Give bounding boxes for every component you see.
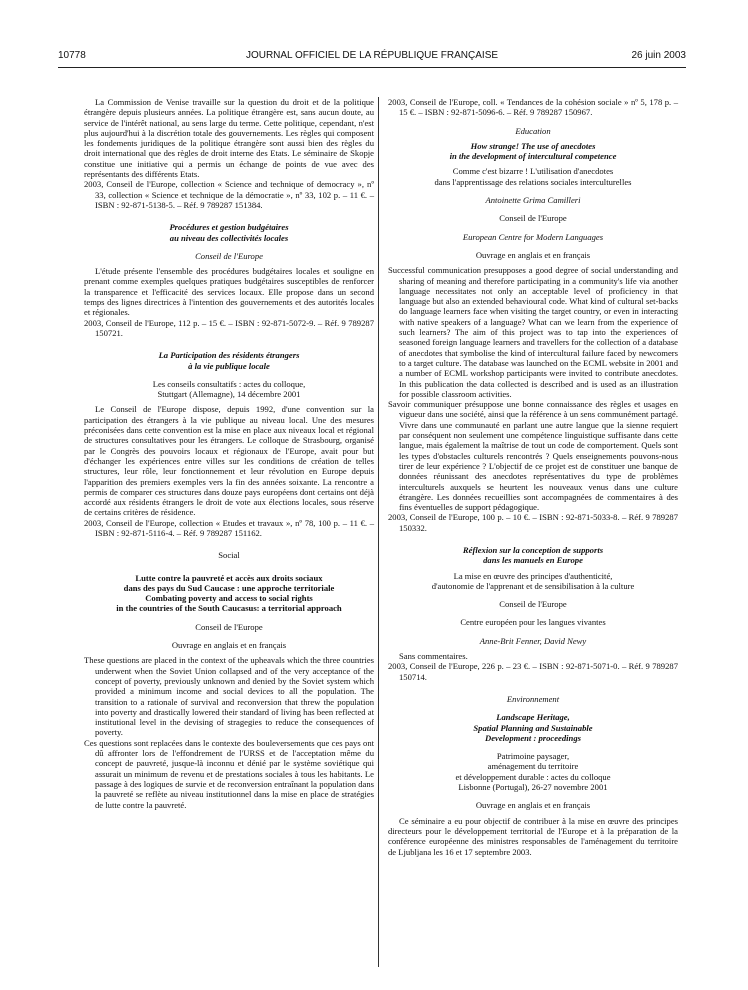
supports-reference: 2003, Conseil de l'Europe, 226 p. – 23 €. – ISBN : 92-871-5071-0. – Réf. 9 789287 150714. [388,661,678,682]
anecdotes-author: Antoinette Grima Camilleri [485,195,581,206]
supports-title: Réflexion sur la conception de supports dans les manuels en Europe [462,544,604,566]
poverty-body-english: These questions are placed in the context of the upheavals which the three countries underwent when the Soviet Union collapsed and of the very acceptance of the concept of poverty, previously unknown and denied by the Soviet system which provided a minimum income and social devices to all the population. The transition to a rationale of survival and reconversion that threw the population into poverty and drastically lowered their standard of living has been reflected at institutional level in the devising of stragegies to reduce the consequences of poverty. [84,655,374,738]
participation-body: Le Conseil de l'Europe dispose, depuis 1992, d'une convention sur la participation des étrangers à la vie publique au niveau local. Une des mesures préconisées dans cette convention est la mise en place aux niveaux local et régional de structures consultatives pour les étrangers. Le colloque de Strasbourg, organisé par le Congrès des pouvoirs locaux et régionaux de l'Europe, avait pour but d'échanger les expériences entre villes sur les conditions de création de telles structures, leur rôle, leur fonctionnement et leur révolution en Europe depuis l'apparition des premiers exemples vers la fin des années soixante. La rencontre a permis de comparer ces structures dans douze pays européens dont certains ont déjà accordé aux résidents étrangers le droit de vote aux élections locales, sous réserve de certains critères de résidence. [84,404,374,518]
landscape-body: Ce séminaire a eu pour objectif de contribuer à la mise en œuvre des principes directeurs pour le développement territorial de l'Europe et à la préparation de la conférence européenne des ministres responsables de l'aménagement du territoire de Ljubljana les 16 et 17 septembre 2003. [388,815,678,857]
participation-title: La Participation des résidents étrangers à la vie publique locale [158,350,300,371]
supports-centre: Centre européen pour les langues vivantes [460,617,606,628]
anecdotes-subtitle: Comme c'est bizarre ! L'utilisation d'anecdotes dans l'apprentissage des relations sociales interculturelles [434,166,632,187]
budget-title: Procédures et gestion budgétaires au niveau des collectivités locales [169,222,289,243]
poverty-languages: Ouvrage en anglais et en français [171,640,287,651]
page-header [58,50,686,66]
cohesion-reference: 2003, Conseil de l'Europe, coll. « Tendances de la cohésion sociale » nº 5, 178 p. – 15 €. – ISBN : 92-871-5096-6. – Réf. 9 789287 150967. [388,97,678,118]
poverty-author: Conseil de l'Europe [195,621,263,632]
anecdotes-body-english: Successful communication presupposes a good degree of social understanding and sharing of meaning and therefore participating in a community's life via another language necessitates not only an acceptable level of proficiency in that language but also an extended behavioural code. What kind of cultural set-backs do language learners face when visiting the target country, or even in interacting with native speakers of a language? What can we learn from the experience of such learners? The aim of this project was to tap into the experiences of seasoned foreign language learners and travellers for the collection of a database of anecdotes that symbolise the kind of intercultural failure faced by newcomers to a target culture. The database was launched on the ECML website in 2001 and a number of ECML workshop participants were invited to contribute anecdotes. In this publication the data collected is described and is used as an illustration for possible classroom activities. [388,265,678,399]
anecdotes-title: How strange! The use of anecdotes in the development of intercultural competence [449,140,617,162]
venice-commission-reference: 2003, Conseil de l'Europe, collection « Science and technique of democracy », nº 33, collection « Science et technique de la démocratie », nº 33, 102 p. – 11 €. – ISBN : 92-871-5138-5. – Réf. 9 789287 151384. [84,179,374,210]
issue-date: 26 juin 2003 [631,50,686,61]
budget-reference: 2003, Conseil de l'Europe, 112 p. – 15 €. – ISBN : 92-871-5072-9. – Réf. 9 789287 150721. [84,317,374,338]
right-column [388,97,678,857]
budget-author: Conseil de l'Europe [195,250,263,261]
participation-reference: 2003, Conseil de l'Europe, collection « Etudes et travaux », nº 78, 100 p. – 11 €. – ISBN : 92-871-5116-4. – Réf. 9 789287 151162. [84,517,374,538]
supports-subtitle: La mise en œuvre des principes d'authenticité, d'autonomie de l'apprenant et de sensibilisation à la culture [431,570,635,591]
budget-body: L'étude présente l'ensemble des procédures budgétaires locales et souligne en prenant comme exemples quelques pratiques budgétaires susceptibles de renforcer la transparence et l'efficacité des services locaux. Elle propose dans un second temps des lignes directrices à l'intention des gouvernements et des autorités locales et régionales. [84,266,374,318]
column-divider [378,97,379,967]
journal-title: JOURNAL OFFICIEL DE LA RÉPUBLIQUE FRANÇAISE [245,50,499,61]
left-column [84,97,374,810]
anecdotes-reference: 2003, Conseil de l'Europe, 100 p. – 10 €. – ISBN : 92-871-5033-8. – Réf. 9 789287 150332. [388,512,678,533]
anecdotes-centre: European Centre for Modern Languages [462,231,604,242]
anecdotes-publisher: Conseil de l'Europe [499,213,567,224]
anecdotes-body-french: Savoir communiquer présuppose une bonne connaissance des règles et usages en vigueur dans une société, ainsi que la référence à un sens communément partagé. Vivre dans une communauté en parlant une autre langue que la sienne requiert par conséquent non seulement une compétence linguistique suffisante dans cette langue, mais également la maîtrise de tout un code de comportement. Quels sont les types d'obstacles culturels rencontrés ? Quels enseignements pouvons-nous tirer de leur expérience ? L'objectif de ce projet est de constituer une banque de données réunissant des anecdotes représentatives du type de problèmes interculturels auxquels se heurtent les nouveaux venus dans une culture étrangère. Les données recueillies sont accompagnées de commentaires à des fins éventuelles de support pédagogique. [388,399,678,513]
supports-publisher: Conseil de l'Europe [499,599,567,610]
section-social: Social [218,550,240,561]
section-education: Education [515,125,551,136]
poverty-body-french: Ces questions sont replacées dans le contexte des bouleversements que ces pays ont dû affronter lors de l'effondrement de l'URSS et de l'acceptation même du concept de pauvreté, jusque-là inconnu et dénié par le système soviétique qui assurait un minimum de revenu et de prestations sociales à tous les habitants. Le passage à des logiques de survie et de reconversion entraînant la population dans la pauvreté se reflète au niveau institutionnel dans la mise en place de stratégies de lutte contre la pauvreté. [84,737,374,810]
landscape-languages: Ouvrage en anglais et en français [475,800,591,811]
anecdotes-languages: Ouvrage en anglais et en français [475,249,591,260]
participation-subtitle: Les conseils consultatifs : actes du colloque, Stuttgart (Allemagne), 14 décembre 2001 [152,378,306,400]
header-rule [58,67,686,68]
section-environment: Environnement [506,693,560,704]
supports-note: Sans commentaires. [399,651,468,662]
landscape-subtitle: Patrimoine paysager, aménagement du territoire et développement durable : actes du colloque Lisbonne (Portugal), 26-27 novembre 2001 [455,751,611,793]
poverty-title: Lutte contre la pauvreté et accès aux droits sociaux dans des pays du Sud Caucase : une approche territoriale Combating poverty and access to social rights in the countries of the South Caucasus: a territorial approach [116,572,342,614]
venice-commission-paragraph: La Commission de Venise travaille sur la question du droit et de la politique étrangère depuis plusieurs années. La politique étrangère est, sans aucun doute, au service de l'intérêt national, au sens large du terme. Cette politique, cependant, n'est plus aujourd'hui à la discrétion totale des gouvernements. Les règles qui composent les fondements juridiques de la politique étrangère sont aussi bien des règles du droit international que des règles de droit interne des Etats. Le séminaire de Skopje constitue une initiative qui a permis un échange de points de vue avec des représentants des différents Etats. [84,97,374,180]
landscape-title: Landscape Heritage, Spatial Planning and Sustainable Development : proceedings [473,712,593,743]
page-number: 10778 [58,50,86,61]
supports-authors: Anne-Brit Fenner, David Newy [479,635,587,646]
